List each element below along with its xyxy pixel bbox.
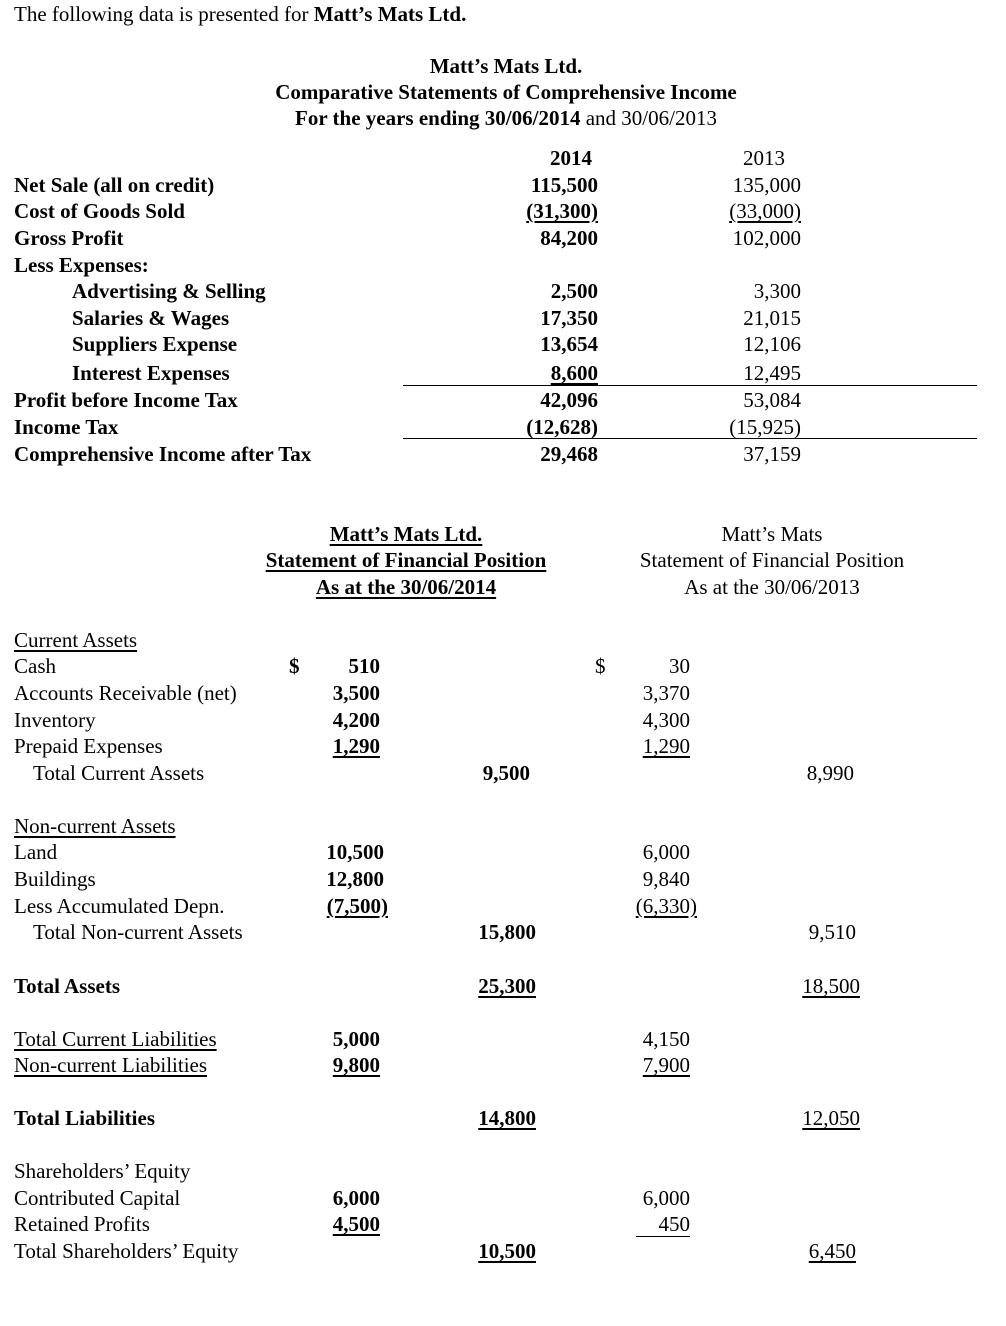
- ncl-2013: 7,900: [642, 1053, 690, 1077]
- tnca-2014: 15,800: [478, 920, 536, 944]
- rp-2013-underline: [636, 1236, 690, 1237]
- col-header-2014: 2014: [550, 146, 592, 170]
- gross-profit-label: Gross Profit: [14, 226, 124, 250]
- se-heading: Shareholders’ Equity: [14, 1159, 191, 1183]
- income-company: Matt’s Mats Ltd.: [429, 54, 583, 78]
- subtotal-rule: [403, 385, 977, 386]
- buildings-2013: 9,840: [642, 867, 690, 891]
- pbt-2013: 53,084: [743, 388, 801, 412]
- land-label: Land: [14, 840, 58, 864]
- advertising-2014: 2,500: [550, 279, 598, 303]
- ar-2013: 3,370: [642, 681, 690, 705]
- tse-2014: 10,500: [478, 1239, 536, 1263]
- suppliers-2013: 12,106: [743, 332, 801, 356]
- advertising-label: Advertising & Selling: [72, 279, 266, 303]
- tnca-2013: 9,510: [808, 920, 856, 944]
- dollar-sign-2013: $: [595, 654, 606, 678]
- total-assets-2013: 18,500: [802, 974, 860, 998]
- pbt-2014: 42,096: [540, 388, 598, 412]
- cogs-2013: (33,000): [729, 199, 801, 223]
- ar-label: Accounts Receivable (net): [14, 681, 237, 705]
- fp2013-title: Statement of Financial Position: [639, 548, 905, 572]
- tse-2013: 6,450: [808, 1239, 856, 1263]
- cogs-label: Cost of Goods Sold: [14, 199, 185, 223]
- col-header-2013: 2013: [743, 146, 785, 170]
- tse-label: Total Shareholders’ Equity: [14, 1239, 239, 1263]
- rp-label: Retained Profits: [14, 1212, 150, 1236]
- cc-label: Contributed Capital: [14, 1186, 181, 1210]
- land-2013: 6,000: [642, 840, 690, 864]
- inventory-2014: 4,200: [332, 708, 380, 732]
- net-sale-label: Net Sale (all on credit): [14, 173, 215, 197]
- ncl-2014: 9,800: [332, 1053, 380, 1077]
- tcl-2014: 5,000: [332, 1027, 380, 1051]
- tca-2014: 9,500: [482, 761, 530, 785]
- pbt-label: Profit before Income Tax: [14, 388, 238, 412]
- dollar-sign-2014: $: [289, 654, 300, 678]
- total-liabilities-2014: 14,800: [478, 1106, 536, 1130]
- total-assets-label: Total Assets: [14, 974, 120, 998]
- comprehensive-income-label: Comprehensive Income after Tax: [14, 442, 312, 466]
- gross-profit-2013: 102,000: [732, 226, 801, 250]
- comprehensive-income-2013: 37,159: [743, 442, 801, 466]
- cc-2014: 6,000: [332, 1186, 380, 1210]
- prepaid-label: Prepaid Expenses: [14, 734, 163, 758]
- income-tax-2013: (15,925): [729, 415, 801, 439]
- noncurrent-assets-heading: Non-current Assets: [14, 814, 176, 838]
- current-assets-heading: Current Assets: [14, 628, 138, 652]
- advertising-2013: 3,300: [753, 279, 801, 303]
- tcl-2013: 4,150: [642, 1027, 690, 1051]
- depn-2014: (7,500): [326, 894, 388, 918]
- comprehensive-income-2014: 29,468: [540, 442, 598, 466]
- salaries-2013: 21,015: [743, 306, 801, 330]
- cash-label: Cash: [14, 654, 56, 678]
- ncl-label: Non-current Liabilities: [14, 1053, 208, 1077]
- ar-2014: 3,500: [332, 681, 380, 705]
- cc-2013: 6,000: [642, 1186, 690, 1210]
- income-tax-label: Income Tax: [14, 415, 119, 439]
- interest-label: Interest Expenses: [72, 361, 230, 385]
- tca-2013: 8,990: [806, 761, 854, 785]
- net-sale-2014: 115,500: [530, 173, 598, 197]
- fp2014-company: Matt’s Mats Ltd.: [329, 522, 483, 546]
- fp2013-company: Matt’s Mats: [721, 522, 823, 546]
- fp2014-title: Statement of Financial Position: [265, 548, 547, 572]
- income-title: Comparative Statements of Comprehensive Income: [275, 80, 737, 104]
- income-period: For the years ending 30/06/2014 and 30/06/2013: [295, 106, 717, 130]
- less-expenses-label: Less Expenses:: [14, 253, 149, 277]
- income-tax-2014: (12,628): [526, 415, 598, 439]
- tcl-label: Total Current Liabilities: [14, 1027, 217, 1051]
- inventory-2013: 4,300: [642, 708, 690, 732]
- suppliers-label: Suppliers Expense: [72, 332, 238, 356]
- salaries-label: Salaries & Wages: [72, 306, 230, 330]
- prepaid-2014: 1,290: [332, 734, 380, 758]
- net-sale-2013: 135,000: [732, 173, 801, 197]
- inventory-label: Inventory: [14, 708, 96, 732]
- salaries-2014: 17,350: [540, 306, 598, 330]
- total-liabilities-2013: 12,050: [802, 1106, 860, 1130]
- fp2014-date: As at the 30/06/2014: [315, 575, 497, 599]
- tca-label: Total Current Assets: [33, 761, 205, 785]
- interest-2013: 12,495: [743, 361, 801, 385]
- gross-profit-2014: 84,200: [540, 226, 598, 250]
- depn-2013: (6,330): [635, 894, 697, 918]
- cash-2014: 510: [348, 654, 380, 678]
- fp2013-date: As at the 30/06/2013: [684, 575, 860, 599]
- depn-label: Less Accumulated Depn.: [14, 894, 225, 918]
- buildings-2014: 12,800: [326, 867, 384, 891]
- suppliers-2014: 13,654: [540, 332, 598, 356]
- tnca-label: Total Non-current Assets: [33, 920, 243, 944]
- land-2014: 10,500: [326, 840, 384, 864]
- cash-2013: 30: [669, 654, 690, 678]
- intro-text: The following data is presented for Matt’s Mats Ltd.: [14, 2, 467, 26]
- cogs-2014: (31,300): [526, 199, 598, 223]
- total-liabilities-label: Total Liabilities: [14, 1106, 156, 1130]
- prepaid-2013: 1,290: [642, 734, 690, 758]
- rp-2013: 450: [658, 1212, 690, 1236]
- interest-2014: 8,600: [550, 361, 598, 385]
- total-rule: [403, 438, 977, 439]
- rp-2014: 4,500: [332, 1212, 380, 1236]
- buildings-label: Buildings: [14, 867, 96, 891]
- total-assets-2014: 25,300: [478, 974, 536, 998]
